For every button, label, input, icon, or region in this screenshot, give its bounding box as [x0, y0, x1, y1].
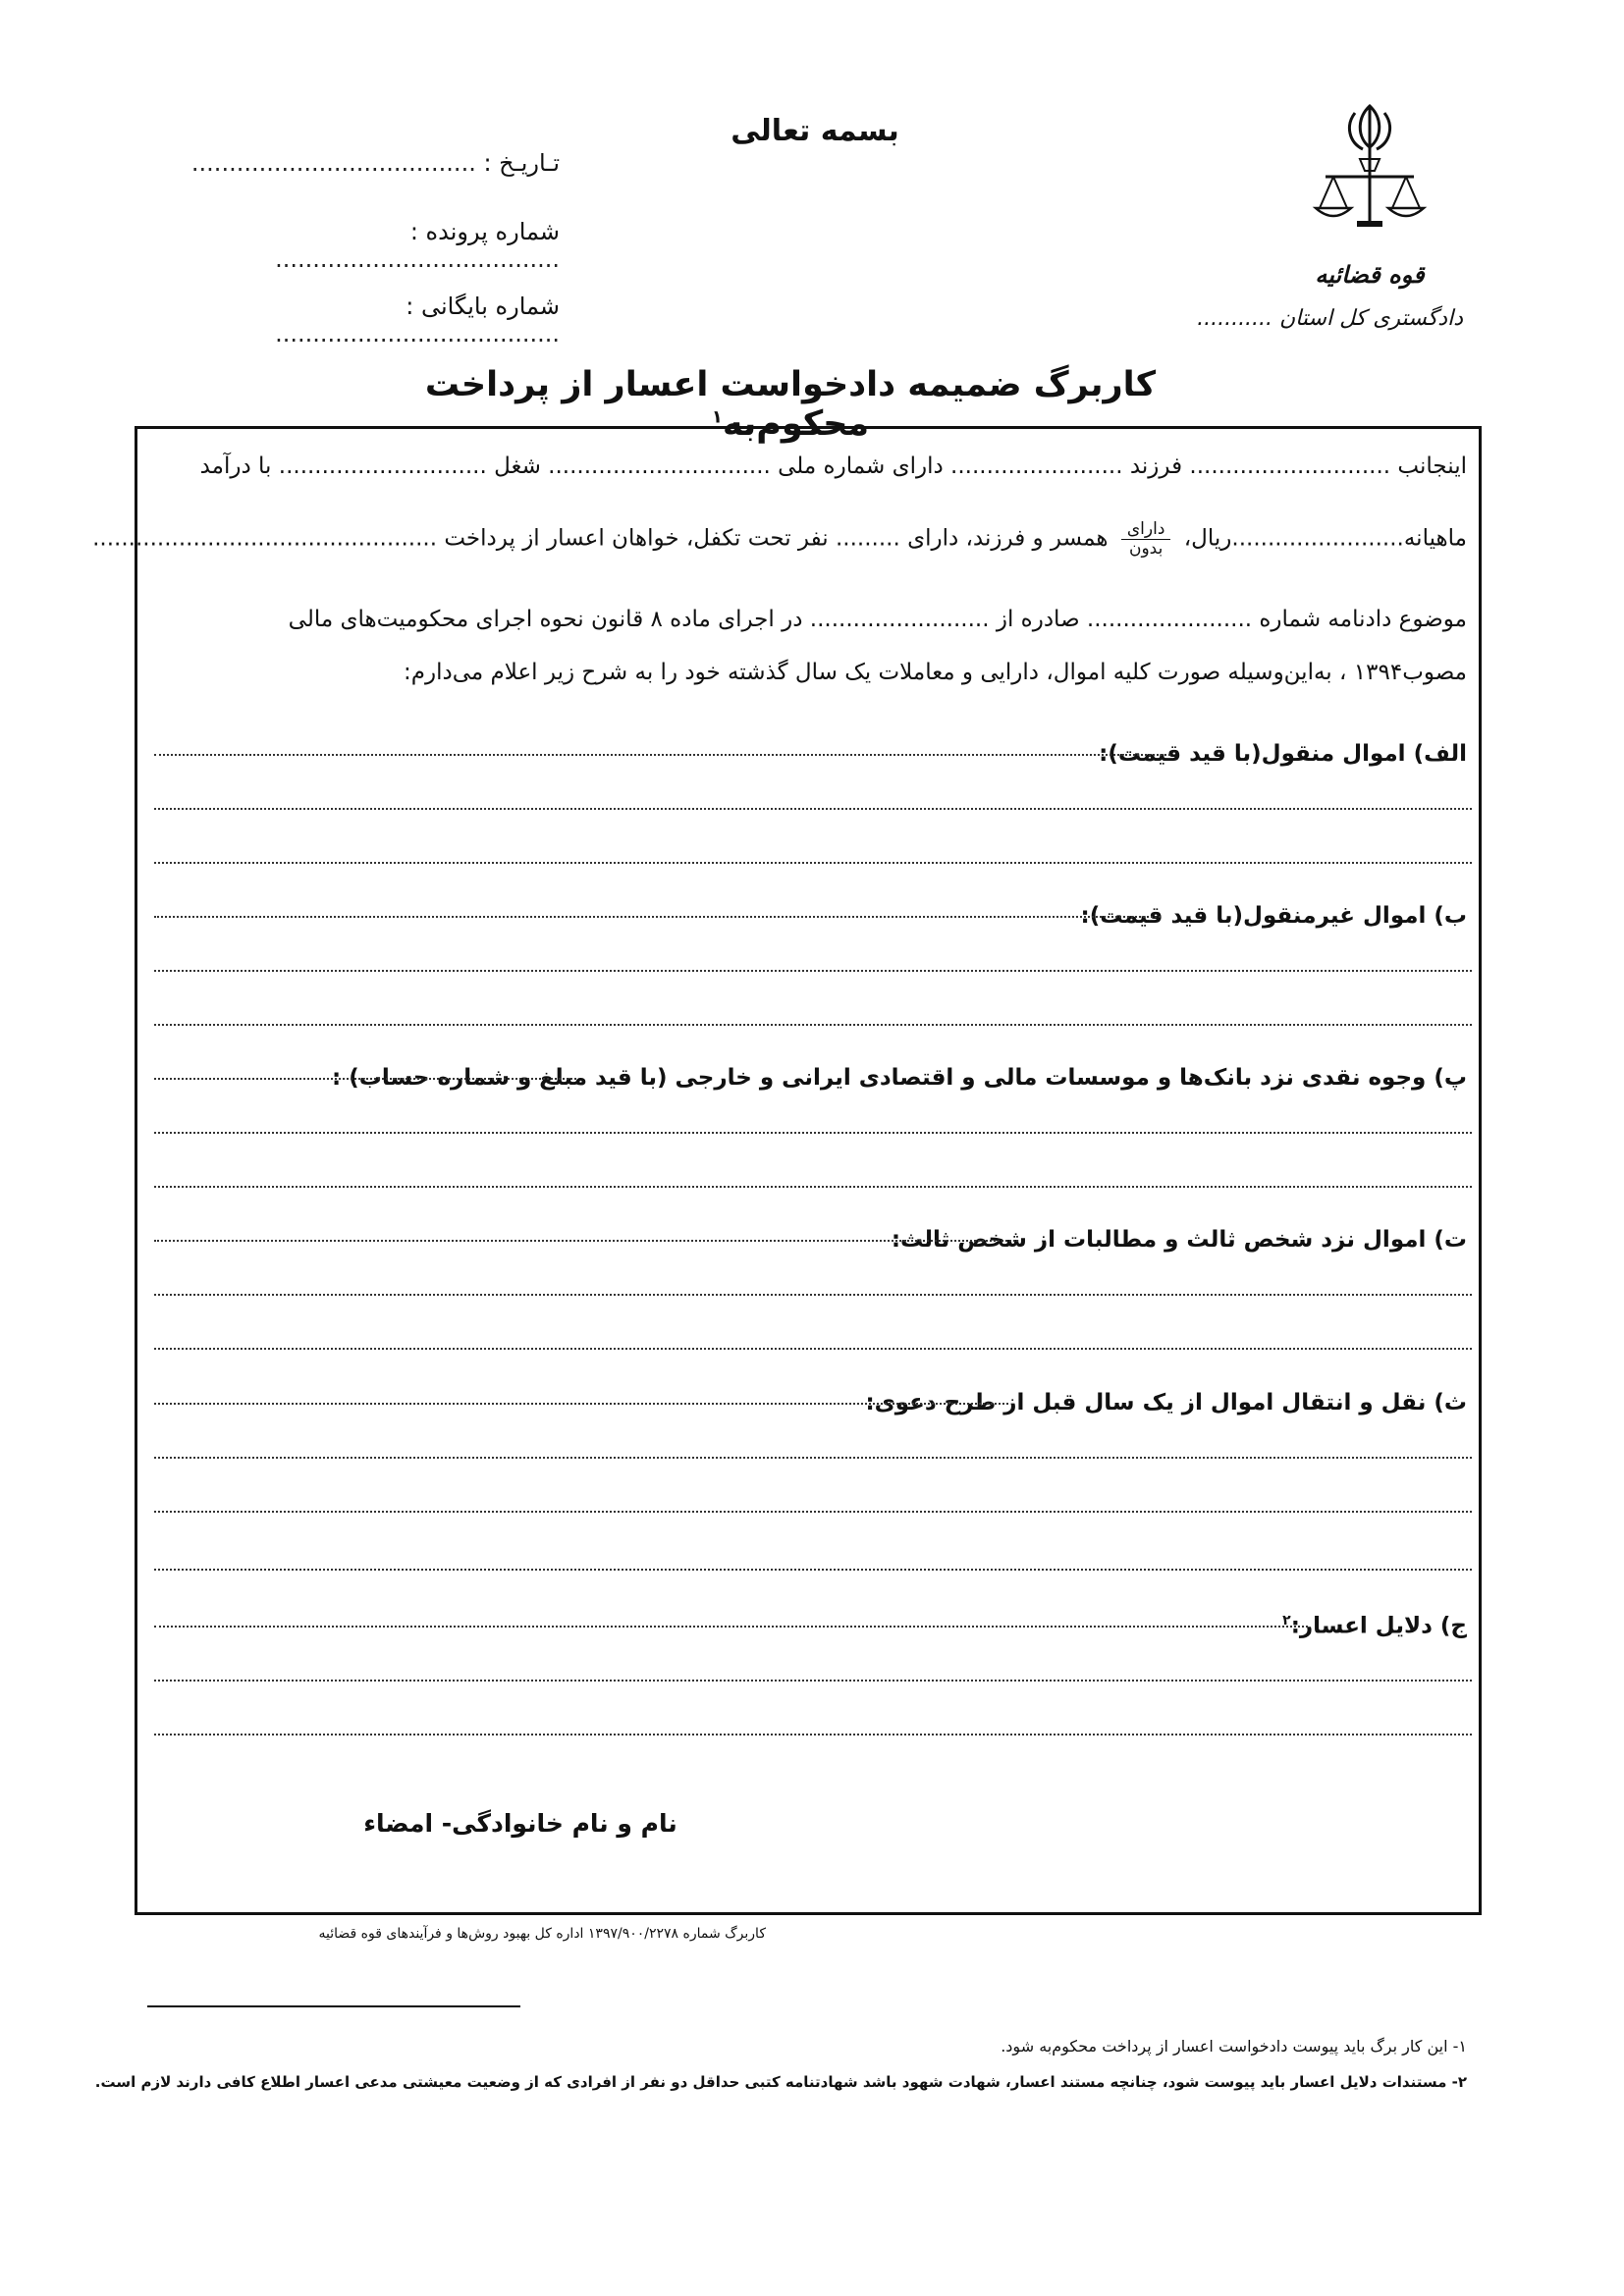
signature-label[interactable]: نام و نام خانوادگی- امضاء: [363, 1809, 677, 1838]
section-j-line-1[interactable]: [154, 1626, 1308, 1628]
intro-line-4: مصوب۱۳۹۴ ، به‌این‌وسیله صورت کلیه اموال، دارایی و معاملات یک سال گذشته خود را به شرح زیر اعلام می‌دارم:: [403, 660, 1467, 685]
section-p-line-2[interactable]: [154, 1132, 1472, 1134]
spouse-status-fraction[interactable]: [1121, 520, 1171, 558]
form-number: کاربرگ شماره ۱۳۹۷/۹۰۰/۲۲۷۸ اداره کل بهبود روش‌ها و فرآیندهای قوه قضائیه: [318, 1926, 766, 1942]
section-a-line-2[interactable]: [154, 808, 1472, 810]
fraction-bottom: بدون: [1128, 538, 1164, 559]
form-title-text: کاربرگ ضمیمه دادخواست اعسار از پرداخت محکوم‌به: [424, 365, 1157, 444]
section-b-label: ب) اموال غیرمنقول(با قید قیمت):: [1080, 903, 1467, 929]
section-s-line-3[interactable]: [154, 1511, 1472, 1513]
case-number-field[interactable]: [147, 218, 560, 273]
section-j-line-3[interactable]: [154, 1734, 1472, 1735]
case-number-label: شماره پرونده :: [409, 218, 560, 245]
section-t-label: ت) اموال نزد شخص ثالث و مطالبات از شخص ثالث:: [891, 1227, 1467, 1253]
section-j-footnote-mark: ۲: [1282, 1613, 1291, 1629]
fraction-top: دارای: [1121, 520, 1171, 540]
intro-line-2-start: ماهیانه........................ریال،: [1183, 525, 1467, 552]
case-number-dots: ......................................: [275, 245, 560, 273]
title-footnote-mark: ۱: [711, 406, 723, 428]
section-s-line-4[interactable]: [154, 1569, 1472, 1571]
footnote-divider: [147, 2005, 520, 2007]
section-t-line-2[interactable]: [154, 1294, 1472, 1296]
section-a-line-3[interactable]: [154, 862, 1472, 864]
date-dots: ......................................: [190, 149, 476, 177]
section-s-label: ث) نقل و انتقال اموال از یک سال قبل از طرح دعوی:: [865, 1390, 1467, 1415]
section-b-line-2[interactable]: [154, 970, 1472, 972]
section-t-line-3[interactable]: [154, 1348, 1472, 1350]
date-field[interactable]: [147, 149, 560, 177]
section-j-text: ج) دلایل اعسار:: [1290, 1613, 1467, 1639]
section-p-line-3[interactable]: [154, 1186, 1472, 1188]
section-j-label: [1282, 1613, 1467, 1639]
section-a-line-1[interactable]: [154, 754, 1170, 756]
org-name: قوه قضائیه: [1315, 261, 1425, 289]
section-b-line-3[interactable]: [154, 1024, 1472, 1026]
section-p-line-1[interactable]: [154, 1078, 576, 1080]
section-a-label: الف) اموال منقول(با قید قیمت):: [1099, 741, 1467, 767]
archive-number-dots: ......................................: [275, 320, 560, 347]
section-j-line-2[interactable]: [154, 1680, 1472, 1682]
intro-line-3[interactable]: موضوع دادنامه شماره ....................... صادره از ......................... در اجرای ماده ۸ قانون نحوه اجرای محکومیت‌های مالی: [288, 607, 1467, 632]
province-field[interactable]: دادگستری کل استان ...........: [1197, 306, 1463, 331]
footnote-1: ۱- این کار برگ باید پیوست دادخواست اعسار از پرداخت محکوم‌به شود.: [1001, 2037, 1467, 2056]
iran-emblem-icon: [1306, 98, 1434, 294]
section-b-line-1[interactable]: [154, 916, 1161, 918]
footnote-2: ۲- مستندات دلایل اعسار باید پیوست شود، چنانچه مستند اعسار، شهادت شهود باشد شهادتنامه کتبی حداقل دو نفر از افرادی که از وضعیت معیشتی مدعی اعسار اطلاع کافی دارند لازم است.: [94, 2073, 1467, 2091]
section-s-line-2[interactable]: [154, 1457, 1472, 1459]
intro-line-2-end: همسر و فرزند، دارای ......... نفر تحت تکفل، خواهان اعسار از پرداخت ................................................: [92, 525, 1109, 552]
intro-line-1[interactable]: اینجانب ............................ فرزند ........................ دارای شماره ملی ............................... شغل ............................. با درآمد: [199, 454, 1467, 479]
archive-number-field[interactable]: [147, 293, 560, 347]
form-box: [135, 426, 1482, 1915]
section-t-line-1[interactable]: [154, 1240, 1018, 1242]
section-s-line-1[interactable]: [154, 1403, 1008, 1405]
bismillah-heading: بسمه تعالی: [731, 114, 899, 148]
intro-line-2[interactable]: [92, 519, 1467, 559]
archive-number-label: شماره بایگانی :: [406, 293, 560, 320]
section-p-label: پ) وجوه نقدی نزد بانک‌ها و موسسات مالی و اقتصادی ایرانی و خارجی (با قید مبلغ و شماره حساب) :: [332, 1065, 1467, 1091]
date-label: تـاریـخ :: [483, 149, 560, 177]
